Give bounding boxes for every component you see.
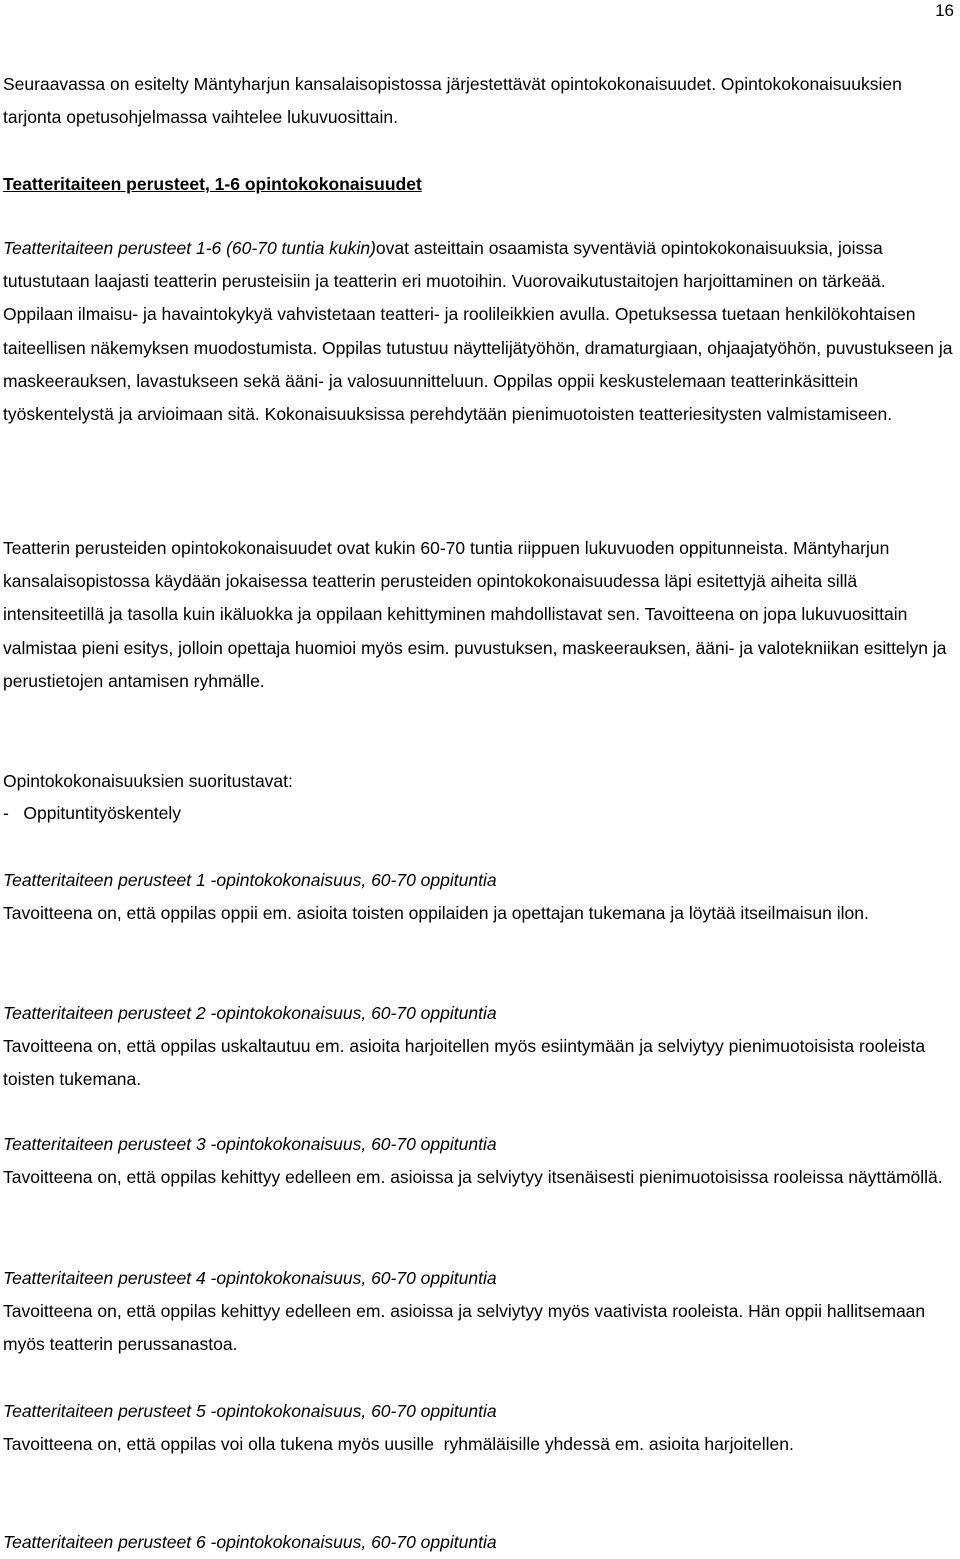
module-text: Tavoitteena on, että oppilas kehittyy edelleen em. asioissa ja selviytyy itsenäisesti pienimuotoisissa rooleissa näyttämöllä. <box>3 1167 943 1188</box>
description-text: ovat asteittain osaamista syventäviä opintokokonaisuuksia, joissa tutustutaan laajasti teatterin perusteisiin ja teatterin eri muotoihin. Vuorovaikutustaitojen harjoittaminen on tärkeää. Oppilaan ilmaisu- ja havaintokykyä vahvistetaan teatteri- ja roolileikkien avulla. Opetuksessa tuetaan henkilökohtaisen taiteellisen näkemyksen muodostumista. Oppilas tutustuu näyttelijätyöhön, dramaturgiaan, ohjaajatyöhön, puvustukseen ja maskeerauksen, lavastukseen sekä ääni- ja valosuunnitteluun. Oppilas oppii keskustelemaan teatterinkäsittein työskentelystä ja arvioimaan sitä. Kokonaisuuksissa perehdytään pienimuotoisten teatteriesitysten valmistamiseen. <box>3 238 953 425</box>
module-text: Tavoitteena on, että oppilas kehittyy edelleen em. asioissa ja selviytyy myös vaativista rooleista. Hän oppii hallitsemaan myös teatterin perussanastoa. <box>3 1301 926 1355</box>
module-title: Teatteritaiteen perusteet 6 -opintokokonaisuus, 60-70 oppituntia <box>3 1532 497 1552</box>
description-lead: Teatteritaiteen perusteet 1-6 (60-70 tuntia kukin) <box>3 238 376 258</box>
module-title: Teatteritaiteen perusteet 1 -opintokokonaisuus, 60-70 oppituntia <box>3 870 497 890</box>
module-text: Tavoitteena on, että oppilas uskaltautuu em. asioita harjoitellen myös esiintymään ja selviytyy pienimuotoisista rooleista toisten tukemana. <box>3 1036 926 1090</box>
description-paragraph <box>3 232 958 431</box>
module-title: Teatteritaiteen perusteet 5 -opintokokonaisuus, 60-70 oppituntia <box>3 1401 497 1421</box>
module-title: Teatteritaiteen perusteet 3 -opintokokonaisuus, 60-70 oppituntia <box>3 1134 497 1154</box>
module-text: Tavoitteena on, että oppilas oppii em. asioita toisten oppilaiden ja opettajan tukemana ja löytää itseilmaisun ilon. <box>3 903 869 924</box>
intro-paragraph: Seuraavassa on esitelty Mäntyharjun kansalaisopistossa järjestettävät opintokokonaisuudet. Opintokokonaisuuksien tarjonta opetusohjelmassa vaihtelee lukuvuosittain. <box>3 74 902 128</box>
module-2 <box>3 997 958 1097</box>
completion-label: Opintokokonaisuuksien suoritustavat: <box>3 771 293 791</box>
module-3 <box>3 1128 958 1194</box>
module-title: Teatteritaiteen perusteet 4 -opintokokonaisuus, 60-70 oppituntia <box>3 1268 497 1288</box>
section-heading: Teatteritaiteen perusteet, 1-6 opintokokonaisuudet <box>3 174 422 194</box>
scope-paragraph: Teatterin perusteiden opintokokonaisuudet ovat kukin 60-70 tuntia riippuen lukuvuoden oppitunneista. Mäntyharjun kansalaisopistossa käydään jokaisessa teatterin perusteiden opintokokonaisuudessa läpi esitettyjä aiheita sillä intensiteetillä ja tasolla kuin ikäluokka ja oppilaan kehittyminen mahdollistavat sen. Tavoitteena on jopa lukuvuosittain valmistaa pieni esitys, jolloin opettaja huomioi myös esim. puvustuksen, maskeerauksen, ääni- ja valotekniikan esittelyn ja perustietojen antamisen ryhmälle. <box>3 538 947 691</box>
module-4 <box>3 1262 958 1362</box>
module-5 <box>3 1395 958 1461</box>
module-text: Tavoitteena on, että oppilas voi olla tukena myös uusille ryhmäläisille yhdessä em. asioita harjoitellen. <box>3 1434 794 1455</box>
module-6 <box>3 1526 958 1559</box>
module-1 <box>3 864 958 930</box>
completion-item: - Oppituntityöskentely <box>3 803 181 823</box>
page-number: 16 <box>935 1 954 20</box>
module-title: Teatteritaiteen perusteet 2 -opintokokonaisuus, 60-70 oppituntia <box>3 1003 497 1023</box>
